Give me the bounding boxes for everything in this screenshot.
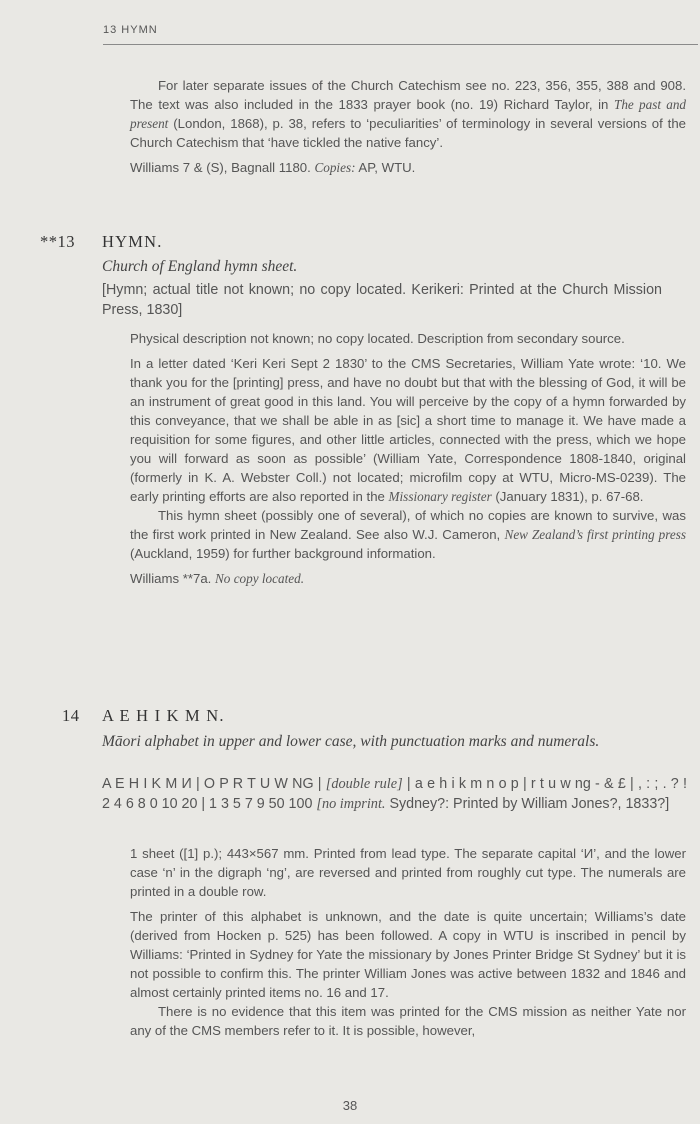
entry-14-physical-description: 1 sheet ([1] p.); 443×567 mm. Printed from lead type. The separate capital ‘И’, and the lower case ‘n’ in the digraph ‘ng’, are reversed and printed from roughly cut type. The numerals are printed in a double row. bbox=[130, 846, 686, 899]
catechism-references: Williams 7 & (S), Bagnall 1180. Copies: AP, WTU. bbox=[130, 160, 416, 175]
header-rule bbox=[103, 44, 698, 45]
entry-13-title: HYMN. bbox=[102, 232, 163, 251]
page-number: 38 bbox=[342, 1098, 358, 1113]
entry-13-notes bbox=[130, 329, 686, 588]
entry-13-survival-note: This hymn sheet (possibly one of several), of which no copies are known to survive, was the first work printed in New Zealand. See also W.J. Cameron, New Zealand’s first printing press (Auckland, 1959) for further background information. bbox=[130, 508, 686, 561]
entry-14-notes bbox=[130, 844, 686, 1040]
entry-13-subtitle: Church of England hymn sheet. bbox=[102, 258, 298, 275]
entry-14-imprint: A E H I K M И | O P R T U W NG | [double rule] | a e h i k m n o p | r t u w ng - & £ | , : ; . ? ! 2 4 6 8 0 10 20 | 1 3 5 7 9 50 100 [no imprint. Sydney?: Printed by William Jones?, 1833?] bbox=[102, 776, 687, 812]
previous-entry-notes bbox=[130, 76, 686, 177]
catechism-note: For later separate issues of the Church Catechism see no. 223, 356, 355, 388 and 908. The text was also included in the 1833 prayer book (no. 19) Richard Taylor, in The past and present (London, 1868), p. 38, refers to ‘peculiarities’ of terminology in several versions of the Church Catechism that ‘have tickled the native fancy’. bbox=[130, 78, 687, 150]
entry-13-physical-description: Physical description not known; no copy located. Description from secondary source. bbox=[130, 331, 625, 346]
entry-14-printer-note: The printer of this alphabet is unknown, and the date is quite uncertain; Williams’s date (derived from Hocken p. 525) has been followed. A copy in WTU is inscribed in pencil by Williams: ‘Printed in Sydney for Yate the missionary by Jones Printer Bridge St Sydney’ but it is not possible to confirm this. The printer William Jones was active between 1832 and 1846 and almost certainly printed items no. 16 and 17. bbox=[130, 909, 686, 1000]
entry-14-number: 14 bbox=[62, 706, 80, 725]
entry-14-title: A E H I K M N. bbox=[102, 706, 225, 725]
running-head: 13 HYMN bbox=[103, 24, 158, 36]
entry-13-number: **13 bbox=[40, 232, 75, 251]
entry-14-subtitle: Māori alphabet in upper and lower case, with punctuation marks and numerals. bbox=[102, 733, 600, 750]
entry-13-imprint: [Hymn; actual title not known; no copy located. Kerikeri: Printed at the Church Mission Press, 1830] bbox=[102, 282, 662, 318]
entry-13-references: Williams **7a. No copy located. bbox=[130, 571, 305, 586]
entry-14-evidence-note: There is no evidence that this item was printed for the CMS mission as neither Yate nor any of the CMS members refer to it. It is possible, however, bbox=[130, 1004, 686, 1038]
entry-13-letter: In a letter dated ‘Keri Keri Sept 2 1830’ to the CMS Secretaries, William Yate wrote: ‘10. We thank you for the [printing] press, and have no doubt but that with the blessing of God, it will be an instrument of great good in this land. You will perceive by the copy of a hymn forwarded by this conveyance, that we shall be able in as [sic] a short time to manage it. We have made a requisition for some figures, and other little articles, connected with the press, which we hope you will forward as soon as possible’ (William Yate, Correspondence 1808-1840, original (formerly in K. A. Webster Coll.) not located; microfilm copy at WTU, Micro-MS-0239). The early printing efforts are also reported in the Missionary register (January 1831), p. 67-68. bbox=[130, 356, 686, 504]
